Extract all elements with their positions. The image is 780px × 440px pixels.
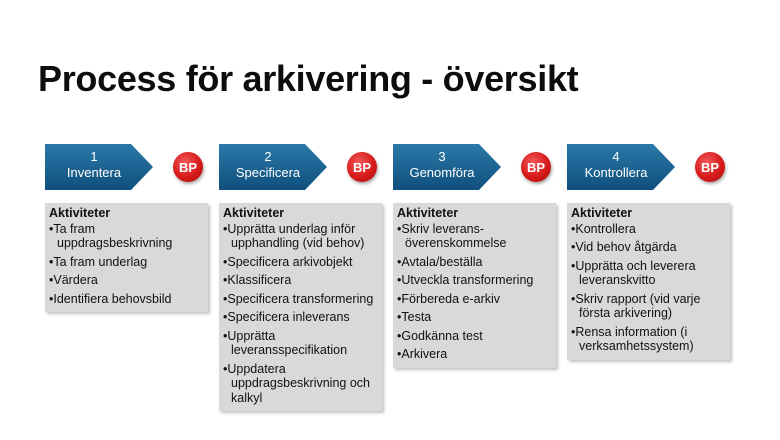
step-name: Kontrollera (584, 165, 648, 180)
activity-item: •Specificera inleverans (223, 310, 350, 324)
activities-list (49, 222, 204, 307)
activities-box (393, 203, 556, 368)
activity-item: •Testa (397, 310, 432, 324)
step-chevron (45, 144, 153, 190)
bp-badge: BP (695, 152, 725, 182)
step-label (393, 149, 491, 181)
step-name: Genomföra (409, 165, 475, 180)
step-chevron (393, 144, 501, 190)
activity-item: •Vid behov åtgärda (571, 240, 677, 254)
bp-badge: BP (521, 152, 551, 182)
activity-item: •Specificera transformering (223, 291, 374, 306)
step-label (567, 149, 665, 181)
activities-box (219, 203, 382, 411)
activities-list (571, 222, 726, 354)
activity-item: •Arkivera (397, 347, 448, 361)
activity-item: •Värdera (49, 273, 98, 287)
activity-item: •Uppdatera uppdragsbeskrivning och kalkyl (223, 361, 370, 405)
step-chevron (567, 144, 675, 190)
step-number: 3 (438, 149, 446, 164)
activity-item: •Rensa information (i verksamhetssystem) (571, 324, 694, 353)
activity-item: •Avtala/beställa (397, 254, 483, 269)
step-label (45, 149, 143, 181)
activity-item: •Ta fram uppdragsbeskrivning (49, 221, 173, 250)
step-number: 1 (90, 149, 98, 164)
activity-item: •Specificera arkivobjekt (223, 254, 353, 269)
step-chevron (219, 144, 327, 190)
activities-list (223, 222, 378, 406)
activity-item: •Skriv leverans-överenskommelse (397, 221, 507, 250)
activity-item: •Klassificera (223, 273, 292, 287)
activities-heading: Aktiviteter (571, 206, 633, 220)
activity-item: •Upprätta leveransspecifikation (223, 328, 348, 357)
activity-item: •Utveckla transformering (397, 273, 534, 287)
page-title: Process för arkivering - översikt (38, 58, 579, 99)
activity-item: •Upprätta underlag inför upphandling (vid behov) (223, 221, 365, 250)
step-name: Inventera (66, 165, 122, 180)
activities-heading: Aktiviteter (49, 206, 111, 220)
activity-item: •Skriv rapport (vid varje första arkivering) (571, 291, 701, 320)
activities-box (567, 203, 730, 360)
step-number: 4 (612, 149, 620, 164)
activity-item: •Förbereda e-arkiv (397, 291, 501, 306)
activities-box (45, 203, 208, 312)
activity-item: •Kontrollera (571, 221, 636, 236)
activity-item: •Ta fram underlag (49, 254, 148, 269)
step-label (219, 149, 317, 181)
activities-heading: Aktiviteter (223, 206, 285, 220)
step-name: Specificera (235, 165, 301, 180)
activities-heading: Aktiviteter (397, 206, 459, 220)
activity-item: •Upprätta och leverera leveranskvitto (571, 258, 696, 287)
activity-item: •Godkänna test (397, 328, 483, 343)
bp-badge: BP (347, 152, 377, 182)
bp-badge: BP (173, 152, 203, 182)
activities-list (397, 222, 552, 362)
activity-item: •Identifiera behovsbild (49, 291, 172, 306)
step-number: 2 (264, 149, 272, 164)
